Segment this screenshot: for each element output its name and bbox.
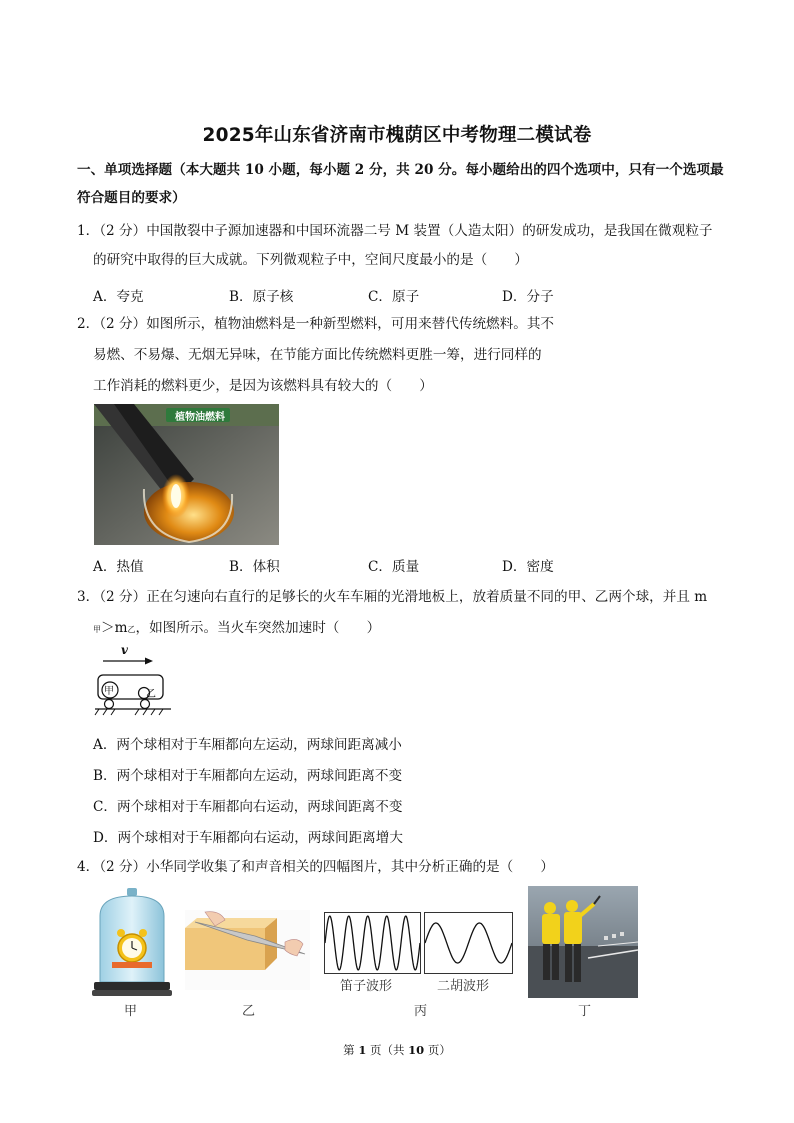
ball-jia-label: 甲 [104, 686, 114, 697]
footer-pre: 第 [343, 1043, 359, 1057]
q3-option-d[interactable]: D．两个球相对于车厢都向右运动，两球间距离增大 [93, 830, 403, 846]
q3-stem-line2 [93, 618, 380, 640]
flute-waveform-label: 笛子波形 [340, 979, 393, 994]
q3-option-b[interactable]: B．两个球相对于车厢都向左运动，两球间距离不变 [93, 768, 403, 784]
q1-stem-line2: 的研究中取得的巨大成就。下列微观粒子中，空间尺度最小的是（ ） [93, 252, 528, 268]
q4-erhu-waveform [424, 912, 513, 974]
q2-option-d[interactable]: D．密度 [502, 559, 554, 575]
subscript-yi: 乙 [127, 625, 136, 634]
erhu-waveform-label: 二胡波形 [437, 979, 490, 994]
q4-label-ding: 丁 [578, 1004, 592, 1019]
q4-flute-waveform [324, 912, 421, 974]
q2-stem-line1: 2．（2 分）如图所示，植物油燃料是一种新型燃料，可用来替代传统燃料。其不 [77, 316, 555, 332]
q2-option-a[interactable]: A．热值 [93, 559, 144, 575]
q1-option-b[interactable]: B．原子核 [229, 289, 294, 305]
q3-stem-line1: 3．（2 分）正在匀速向右直行的足够长的火车车厢的光滑地板上，放着质量不同的甲、乙两个球，并且 m [77, 589, 708, 605]
q1-option-d[interactable]: D．分子 [502, 289, 554, 305]
greater-than-m: ＞m [101, 620, 128, 636]
q4-label-bing: 丙 [414, 1004, 428, 1019]
footer-total-pages: 10 [408, 1043, 425, 1057]
ball-yi-label: 乙 [146, 689, 156, 700]
q4-label-jia: 甲 [124, 1004, 138, 1019]
q1-option-a[interactable]: A．夸克 [93, 289, 144, 305]
q4-stem-line1: 4．（2 分）小华同学收集了和声音相关的四幅图片，其中分析正确的是（ ） [77, 859, 555, 875]
q4-figure-ruler [185, 910, 310, 990]
q2-stem-line2: 易燃、不易爆、无烟无异味，在节能方面比传统燃料更胜一筹，进行同样的 [93, 347, 542, 363]
page-title: 2025年山东省济南市槐荫区中考物理二模试卷 [202, 125, 592, 146]
q3-train-diagram [93, 645, 173, 720]
q1-stem-line1: 1．（2 分）中国散裂中子源加速器和中国环流器二号 M 装置（人造太阳）的研发成功，是我国在微观粒子 [77, 223, 713, 239]
q2-option-b[interactable]: B．体积 [229, 559, 280, 575]
section-heading-line1: 一、单项选择题（本大题共 10 小题，每小题 2 分，共 20 分。每小题给出的四个选项中，只有一个选项最 [77, 162, 724, 178]
q3-option-c[interactable]: C．两个球相对于车厢都向右运动，两球间距离不变 [93, 799, 403, 815]
q2-photo-caption: 植物油燃料 [175, 412, 225, 423]
q3-stem-line2-rest: ，如图所示。当火车突然加速时（ ） [135, 620, 381, 636]
q3-option-a[interactable]: A．两个球相对于车厢都向左运动，两球间距离减小 [93, 737, 402, 753]
q4-label-yi: 乙 [242, 1004, 256, 1019]
q4-figure-bell-jar [92, 886, 172, 998]
footer-page-number: 1 [358, 1043, 367, 1057]
subscript-jia: 甲 [93, 625, 101, 634]
q4-figure-deck-crew [528, 886, 638, 998]
footer-post: 页） [424, 1043, 451, 1057]
q1-option-c[interactable]: C．原子 [368, 289, 420, 305]
q2-photo-vegetable-oil-fuel [94, 404, 279, 545]
page-footer [0, 1042, 794, 1058]
footer-mid: 页（共 [366, 1043, 409, 1057]
q2-option-c[interactable]: C．质量 [368, 559, 420, 575]
section-heading-line2: 符合题目的要求） [77, 190, 186, 206]
velocity-label: v [121, 643, 128, 657]
q2-stem-line3: 工作消耗的燃料更少，是因为该燃料具有较大的（ ） [93, 378, 433, 394]
